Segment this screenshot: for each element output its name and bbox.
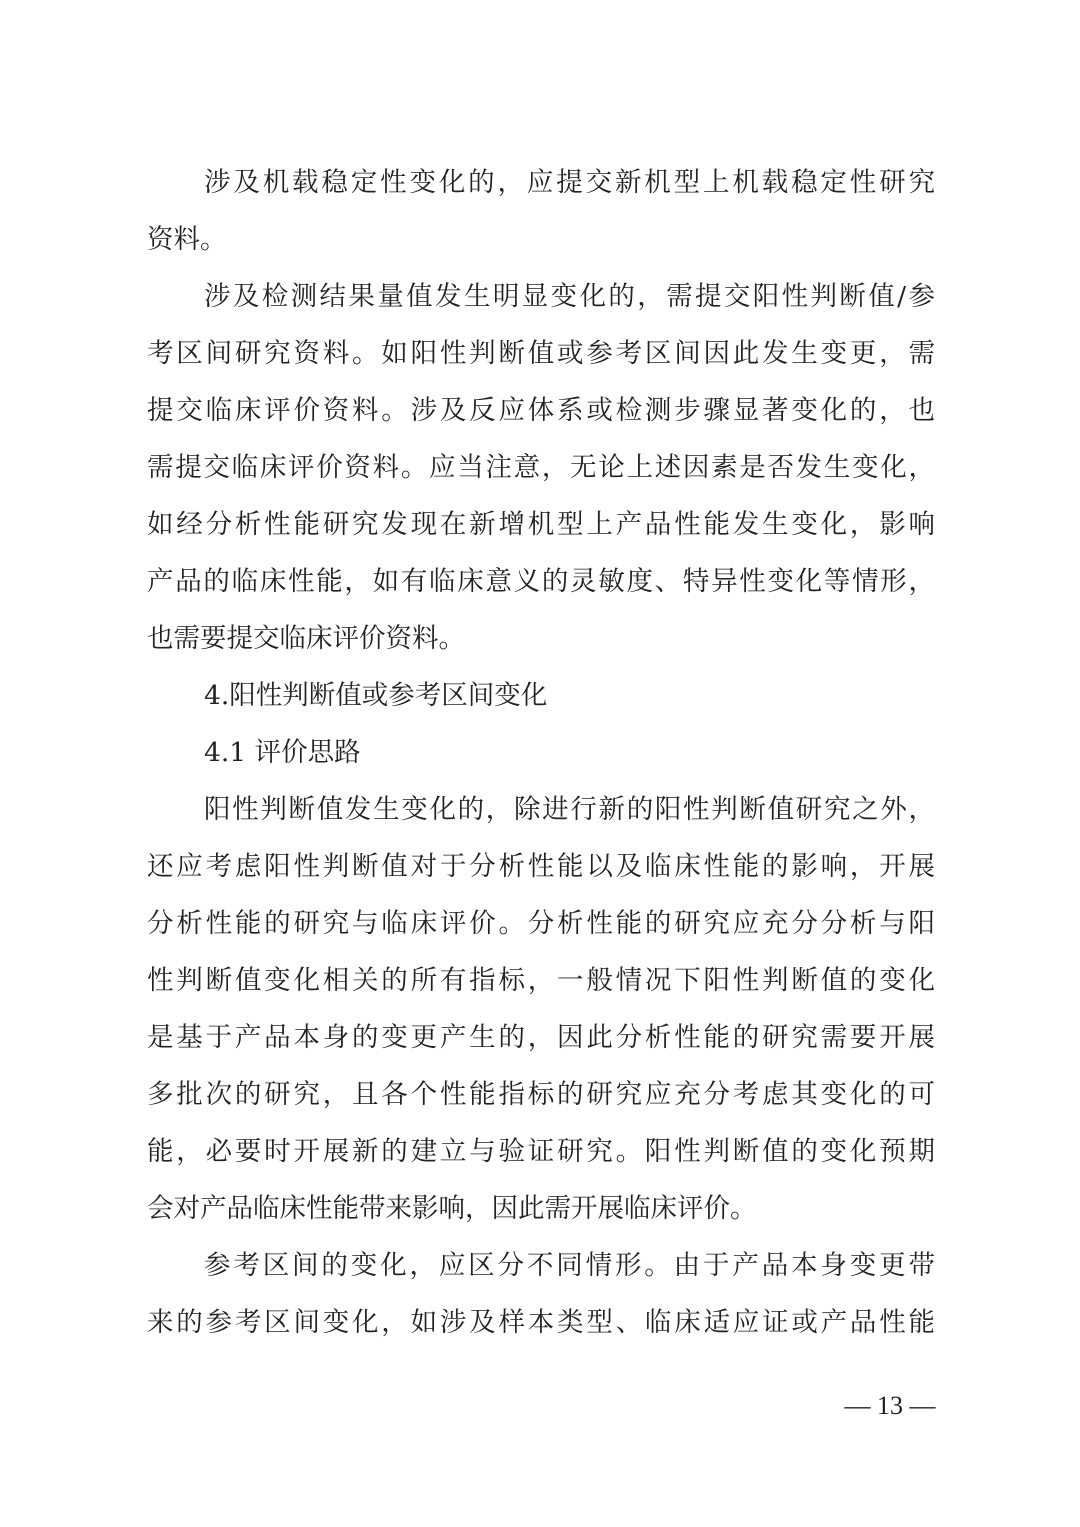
paragraph-2-line-3: 提交临床评价资料。涉及反应体系或检测步骤显著变化的，也: [147, 395, 935, 426]
paragraph-3-line-1: 阳性判断值发生变化的，除进行新的阳性判断值研究之外，: [204, 794, 935, 825]
paragraph-2-line-7: 也需要提交临床评价资料。: [147, 623, 465, 654]
paragraph-3-line-7: 能，必要时开展新的建立与验证研究。阳性判断值的变化预期: [147, 1136, 935, 1167]
paragraph-3-line-4: 性判断值变化相关的所有指标，一般情况下阳性判断值的变化: [147, 965, 935, 996]
section-heading: 4.阳性判断值或参考区间变化: [204, 680, 548, 711]
paragraph-3-line-8: 会对产品临床性能带来影响，因此需开展临床评价。: [147, 1193, 757, 1224]
paragraph-2-line-5: 如经分析性能研究发现在新增机型上产品性能发生变化，影响: [147, 509, 935, 540]
paragraph-3-line-2: 还应考虑阳性判断值对于分析性能以及临床性能的影响，开展: [147, 851, 935, 882]
paragraph-2-line-1: 涉及检测结果量值发生明显变化的，需提交阳性判断值/参: [204, 281, 935, 312]
paragraph-4-line-2: 来的参考区间变化，如涉及样本类型、临床适应证或产品性能: [147, 1307, 935, 1338]
paragraph-2-line-2: 考区间研究资料。如阳性判断值或参考区间因此发生变更，需: [147, 338, 935, 369]
page-number: — 13 —: [844, 1391, 936, 1420]
paragraph-1-line-1: 涉及机载稳定性变化的，应提交新机型上机载稳定性研究: [204, 167, 935, 198]
paragraph-3-line-6: 多批次的研究，且各个性能指标的研究应充分考虑其变化的可: [147, 1079, 935, 1110]
paragraph-2-line-4: 需提交临床评价资料。应当注意，无论上述因素是否发生变化，: [147, 452, 935, 483]
subsection-heading: 4.1 评价思路: [204, 737, 361, 768]
paragraph-2-line-6: 产品的临床性能，如有临床意义的灵敏度、特异性变化等情形，: [147, 566, 935, 597]
paragraph-1-line-2: 资料。: [147, 224, 227, 255]
paragraph-3-line-3: 分析性能的研究与临床评价。分析性能的研究应充分分析与阳: [147, 908, 935, 939]
paragraph-4-line-1: 参考区间的变化，应区分不同情形。由于产品本身变更带: [204, 1250, 935, 1281]
paragraph-3-line-5: 是基于产品本身的变更产生的，因此分析性能的研究需要开展: [147, 1022, 935, 1053]
